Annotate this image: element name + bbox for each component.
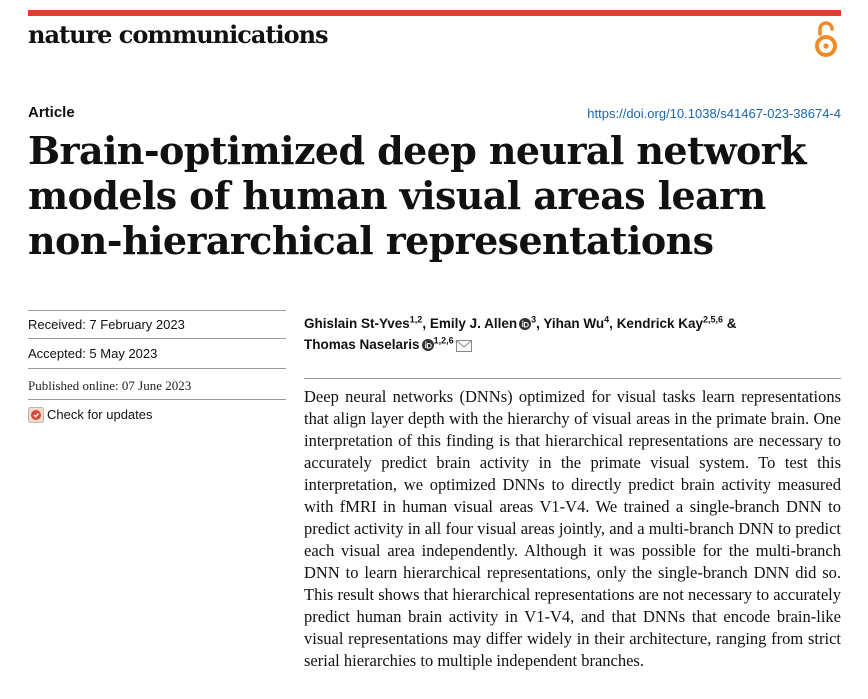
accepted-date: Accepted: 5 May 2023 xyxy=(28,346,158,361)
abstract-divider xyxy=(304,378,841,379)
journal-name: nature communications xyxy=(28,20,328,49)
abstract-text: Deep neural networks (DNNs) optimized for visual tasks learn representations that align layer depth with the hierarchy of visual areas in the primate brain. One interpretation of this finding is that hierarchical representations are necessary to accurately predict brain activity in the primate visual system. To test this interpretation, we optimized DNNs to directly predict brain activity measured with fMRI in human visual areas V1-V4. We trained a single-branch DNN to predict activity in all four visual areas jointly, and a multi-branch DNN to predict each visual area independently. Although it was possible for the multi-branch DNN to learn hierarchical representations, only the single-branch DNN did so. This result shows that hierarchical representations are not necessary to accurately predict human brain activity in V1-V4, and that DNNs that encode brain-like visual representations may differ widely in their architecture, ranging from strict serial hierarchies to multiple independent branches. xyxy=(304,387,841,670)
doi-link[interactable]: https://doi.org/10.1038/s41467-023-38674-4 xyxy=(587,106,841,121)
divider xyxy=(28,338,286,339)
journal-accent-bar xyxy=(28,10,841,16)
check-for-updates-link[interactable]: Check for updates xyxy=(47,407,153,422)
author-name[interactable]: Yihan Wu xyxy=(543,316,605,331)
open-access-icon xyxy=(812,20,840,58)
title-line: non-hierarchical representations xyxy=(28,218,714,263)
received-date: Received: 7 February 2023 xyxy=(28,317,185,332)
author-name[interactable]: Kendrick Kay xyxy=(616,316,703,331)
author-affiliation: 2,5,6 xyxy=(702,314,724,325)
orcid-icon[interactable] xyxy=(422,339,434,351)
author-name[interactable]: Thomas Naselaris xyxy=(304,337,420,352)
divider xyxy=(28,368,286,369)
published-date: Published online: 07 June 2023 xyxy=(28,378,192,393)
email-icon[interactable] xyxy=(456,340,472,352)
divider xyxy=(28,310,286,311)
author-affiliation: 3 xyxy=(531,314,537,325)
author-name[interactable]: Emily J. Allen xyxy=(429,316,518,331)
author-affiliation: 1,2 xyxy=(409,314,423,325)
title-line: Brain-optimized deep neural network xyxy=(28,128,806,173)
article-type: Article xyxy=(28,104,75,121)
article-title xyxy=(28,128,848,263)
divider xyxy=(28,399,286,400)
author-affiliation: 4 xyxy=(604,314,610,325)
title-line: models of human visual areas learn xyxy=(28,173,766,218)
check-for-updates-icon[interactable] xyxy=(28,407,44,423)
author-affiliation: 1,2,6 xyxy=(433,335,454,346)
author-name[interactable]: Ghislain St-Yves xyxy=(304,316,410,331)
orcid-icon[interactable] xyxy=(519,318,531,330)
author-list: Ghislain St-Yves$^{1,2}$, Emily J. Allen $^3$, Yihan Wu$^4$, Kendrick Kay$^{2,5,6}$ & Thomas Naselaris $^{1,2,6}$ xyxy=(304,314,737,352)
